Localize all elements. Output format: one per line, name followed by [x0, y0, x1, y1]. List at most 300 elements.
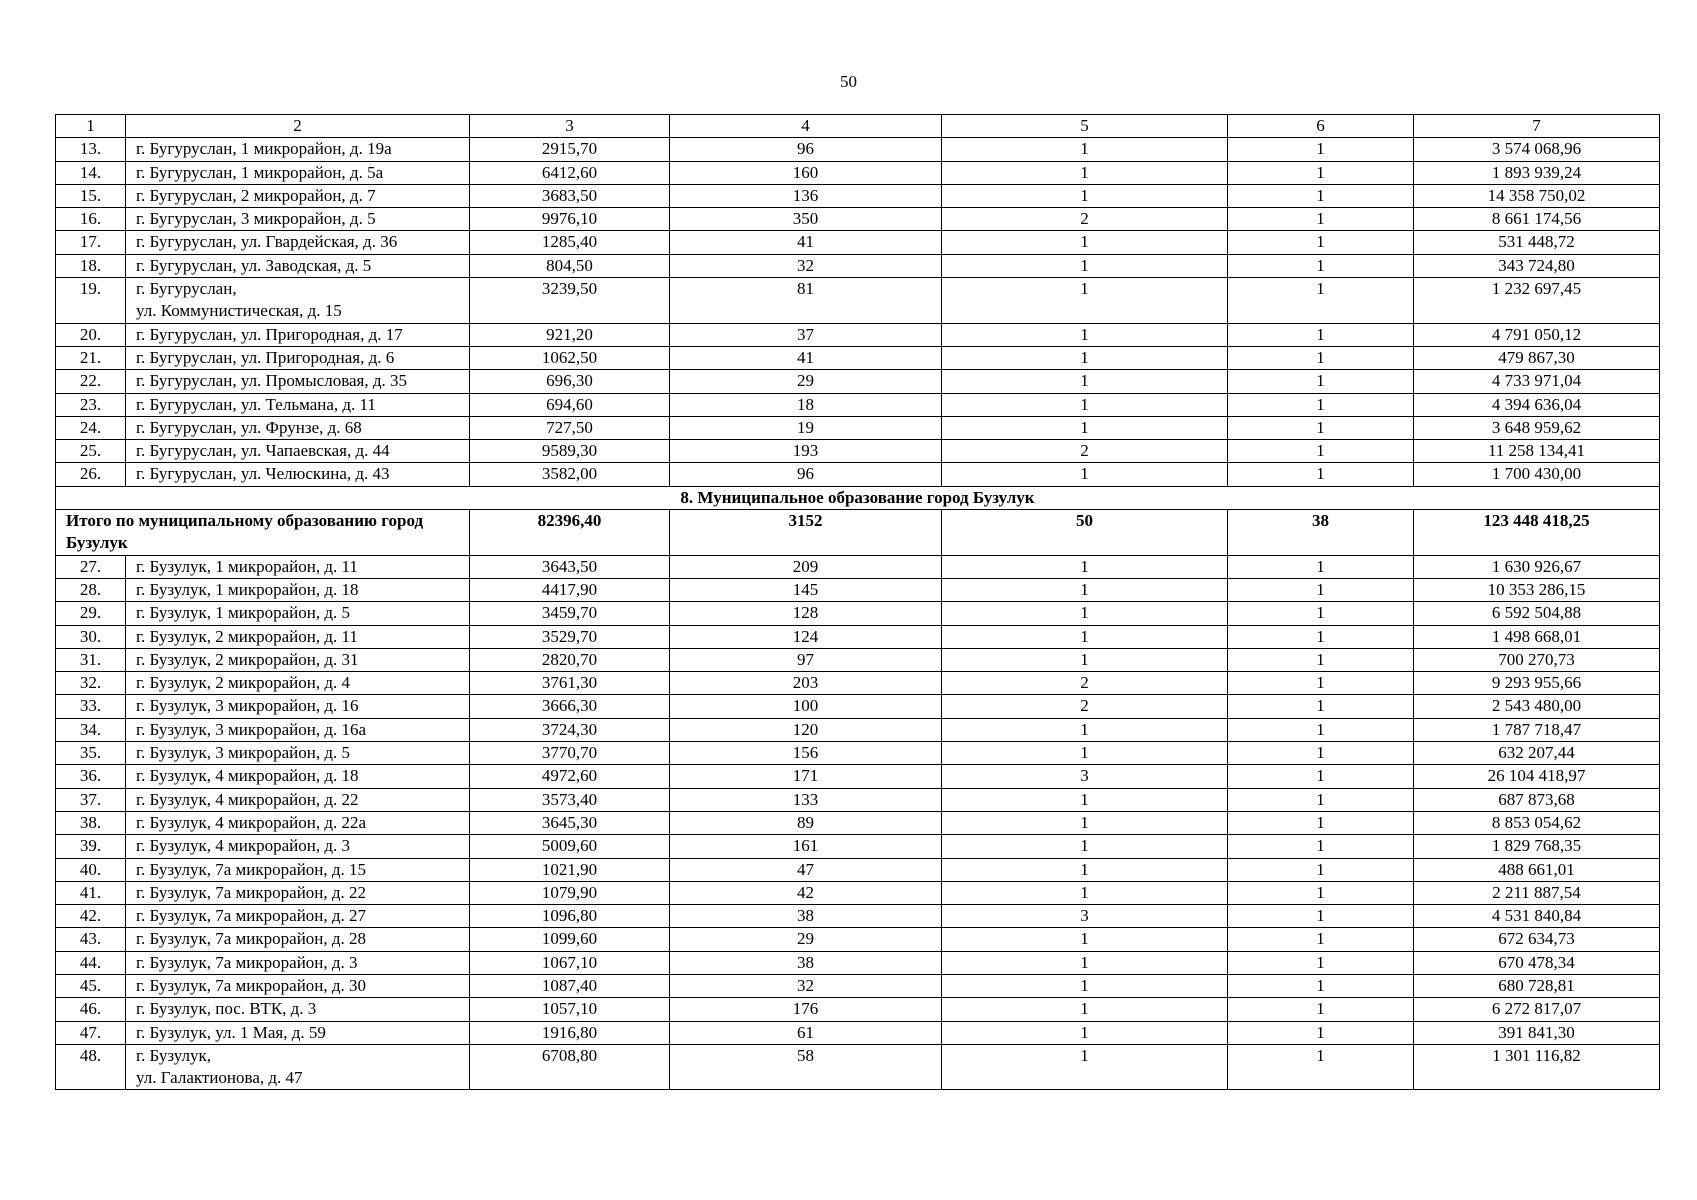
cell-row-number: 13.: [56, 138, 126, 161]
cell-area: 4972,60: [470, 765, 670, 788]
cell-col5: 1: [942, 1021, 1228, 1044]
cell-area: 5009,60: [470, 835, 670, 858]
cell-col5: 1: [942, 161, 1228, 184]
table-row: [56, 370, 1660, 393]
cell-cost: 8 853 054,62: [1414, 811, 1660, 834]
cell-row-number: 23.: [56, 393, 126, 416]
cell-area: 6708,80: [470, 1044, 670, 1090]
cell-residents: 120: [670, 718, 942, 741]
table-row: [56, 811, 1660, 834]
cell-col5: 1: [942, 718, 1228, 741]
cell-col5: 1: [942, 858, 1228, 881]
table-row: [56, 416, 1660, 439]
table-row: [56, 625, 1660, 648]
table-row: [56, 602, 1660, 625]
cell-row-number: 43.: [56, 928, 126, 951]
cell-area: 1067,10: [470, 951, 670, 974]
cell-cost: 670 478,34: [1414, 951, 1660, 974]
cell-row-number: 34.: [56, 718, 126, 741]
cell-address: г. Бузулук, ул. Галактионова, д. 47: [126, 1044, 470, 1090]
cell-row-number: 27.: [56, 555, 126, 578]
table-row: [56, 161, 1660, 184]
cell-area: 3666,30: [470, 695, 670, 718]
cell-cost: 1 829 768,35: [1414, 835, 1660, 858]
cell-cost: 632 207,44: [1414, 742, 1660, 765]
cell-cost: 2 211 887,54: [1414, 881, 1660, 904]
cell-col6: 1: [1228, 416, 1414, 439]
cell-col6: 1: [1228, 998, 1414, 1021]
cell-address: г. Бугуруслан, 3 микрорайон, д. 5: [126, 208, 470, 231]
cell-cost: 1 498 668,01: [1414, 625, 1660, 648]
cell-cost: 391 841,30: [1414, 1021, 1660, 1044]
table-row: [56, 346, 1660, 369]
cell-residents: 47: [670, 858, 942, 881]
cell-area: 921,20: [470, 323, 670, 346]
cell-row-number: 38.: [56, 811, 126, 834]
cell-cost: 687 873,68: [1414, 788, 1660, 811]
table-row: [56, 905, 1660, 928]
cell-residents: 58: [670, 1044, 942, 1090]
cell-address: г. Бугуруслан, ул. Фрунзе, д. 68: [126, 416, 470, 439]
cell-col6: 1: [1228, 835, 1414, 858]
table-row: [56, 928, 1660, 951]
cell-col5: 2: [942, 672, 1228, 695]
cell-area: 694,60: [470, 393, 670, 416]
cell-area: 2915,70: [470, 138, 670, 161]
cell-area: 3529,70: [470, 625, 670, 648]
cell-col5: 1: [942, 788, 1228, 811]
cell-residents: 38: [670, 951, 942, 974]
header-cell: 7: [1414, 115, 1660, 138]
cell-col5: 1: [942, 463, 1228, 486]
header-cell: 1: [56, 115, 126, 138]
cell-col6: 1: [1228, 625, 1414, 648]
cell-residents: 145: [670, 578, 942, 601]
cell-cost: 1 893 939,24: [1414, 161, 1660, 184]
cell-address: г. Бугуруслан, ул. Гвардейская, д. 36: [126, 231, 470, 254]
cell-residents: 203: [670, 672, 942, 695]
cell-address: г. Бугуруслан, ул. Челюскина, д. 43: [126, 463, 470, 486]
cell-area: 3643,50: [470, 555, 670, 578]
cell-col6: 1: [1228, 788, 1414, 811]
cell-area: 2820,70: [470, 648, 670, 671]
cell-col6: 1: [1228, 881, 1414, 904]
table-row: [56, 463, 1660, 486]
cell-area: 1062,50: [470, 346, 670, 369]
cell-residents: 89: [670, 811, 942, 834]
cell-col6: 1: [1228, 440, 1414, 463]
cell-row-number: 24.: [56, 416, 126, 439]
cell-row-number: 47.: [56, 1021, 126, 1044]
cell-residents: 136: [670, 184, 942, 207]
cell-area: 1021,90: [470, 858, 670, 881]
cell-residents: 96: [670, 138, 942, 161]
table-row: [56, 718, 1660, 741]
cell-cost: 343 724,80: [1414, 254, 1660, 277]
cell-address: г. Бузулук, ул. 1 Мая, д. 59: [126, 1021, 470, 1044]
cell-address: г. Бузулук, пос. ВТК, д. 3: [126, 998, 470, 1021]
cell-row-number: 20.: [56, 323, 126, 346]
cell-residents: 176: [670, 998, 942, 1021]
cell-row-number: 37.: [56, 788, 126, 811]
header-cell: 4: [670, 115, 942, 138]
cell-area: 804,50: [470, 254, 670, 277]
cell-cost: 531 448,72: [1414, 231, 1660, 254]
table-header-row: [56, 115, 1660, 138]
header-cell: 2: [126, 115, 470, 138]
cell-residents: 42: [670, 881, 942, 904]
cell-col6: 1: [1228, 370, 1414, 393]
cell-col5: 1: [942, 555, 1228, 578]
register-table: [55, 114, 1660, 1090]
cell-residents: 161: [670, 835, 942, 858]
cell-address: г. Бузулук, 3 микрорайон, д. 16а: [126, 718, 470, 741]
cell-residents: 32: [670, 254, 942, 277]
cell-residents: 41: [670, 346, 942, 369]
cell-col5: 1: [942, 928, 1228, 951]
table-row: [56, 208, 1660, 231]
cell-residents: 193: [670, 440, 942, 463]
cell-area: 3724,30: [470, 718, 670, 741]
cell-area: 3645,30: [470, 811, 670, 834]
total-col6: 38: [1228, 510, 1414, 556]
cell-col6: 1: [1228, 208, 1414, 231]
cell-cost: 8 661 174,56: [1414, 208, 1660, 231]
cell-cost: 4 394 636,04: [1414, 393, 1660, 416]
table-row: [56, 742, 1660, 765]
cell-col6: 1: [1228, 765, 1414, 788]
cell-col5: 1: [942, 811, 1228, 834]
cell-cost: 1 630 926,67: [1414, 555, 1660, 578]
cell-col6: 1: [1228, 346, 1414, 369]
section-title: 8. Муниципальное образование город Бузулук: [56, 486, 1660, 509]
cell-residents: 128: [670, 602, 942, 625]
cell-address: г. Бугуруслан, ул. Пригородная, д. 6: [126, 346, 470, 369]
cell-address: г. Бугуруслан, 1 микрорайон, д. 19а: [126, 138, 470, 161]
cell-area: 727,50: [470, 416, 670, 439]
cell-area: 1916,80: [470, 1021, 670, 1044]
cell-col6: 1: [1228, 323, 1414, 346]
table-row: [56, 138, 1660, 161]
cell-address: г. Бугуруслан, ул. Тельмана, д. 11: [126, 393, 470, 416]
cell-cost: 6 592 504,88: [1414, 602, 1660, 625]
cell-row-number: 33.: [56, 695, 126, 718]
rows-buguruslan: [56, 138, 1660, 486]
total-row: [56, 510, 1660, 556]
cell-address: г. Бугуруслан, ул. Пригородная, д. 17: [126, 323, 470, 346]
cell-cost: 4 733 971,04: [1414, 370, 1660, 393]
cell-area: 3683,50: [470, 184, 670, 207]
cell-col5: 2: [942, 208, 1228, 231]
page-number: 50: [840, 72, 857, 91]
cell-address: г. Бузулук, 7а микрорайон, д. 3: [126, 951, 470, 974]
cell-residents: 209: [670, 555, 942, 578]
cell-row-number: 17.: [56, 231, 126, 254]
table-row: [56, 323, 1660, 346]
cell-col5: 1: [942, 742, 1228, 765]
cell-row-number: 26.: [56, 463, 126, 486]
cell-cost: 3 574 068,96: [1414, 138, 1660, 161]
cell-address: г. Бугуруслан, ул. Чапаевская, д. 44: [126, 440, 470, 463]
cell-residents: 171: [670, 765, 942, 788]
cell-cost: 6 272 817,07: [1414, 998, 1660, 1021]
cell-row-number: 31.: [56, 648, 126, 671]
cell-address: г. Бузулук, 7а микрорайон, д. 30: [126, 974, 470, 997]
cell-col5: 1: [942, 648, 1228, 671]
cell-residents: 160: [670, 161, 942, 184]
cell-col5: 1: [942, 951, 1228, 974]
table-row: [56, 672, 1660, 695]
cell-cost: 4 791 050,12: [1414, 323, 1660, 346]
cell-cost: 4 531 840,84: [1414, 905, 1660, 928]
table-row: [56, 951, 1660, 974]
cell-row-number: 15.: [56, 184, 126, 207]
table-row: [56, 648, 1660, 671]
cell-col5: 1: [942, 393, 1228, 416]
cell-area: 3573,40: [470, 788, 670, 811]
cell-col5: 1: [942, 578, 1228, 601]
cell-cost: 26 104 418,97: [1414, 765, 1660, 788]
cell-address: г. Бузулук, 2 микрорайон, д. 31: [126, 648, 470, 671]
total-residents: 3152: [670, 510, 942, 556]
table-row: [56, 393, 1660, 416]
cell-area: 3459,70: [470, 602, 670, 625]
cell-address: г. Бугуруслан, 2 микрорайон, д. 7: [126, 184, 470, 207]
cell-area: 1096,80: [470, 905, 670, 928]
cell-col5: 1: [942, 278, 1228, 324]
cell-area: 6412,60: [470, 161, 670, 184]
cell-area: 1057,10: [470, 998, 670, 1021]
table-row: [56, 231, 1660, 254]
cell-address: г. Бугуруслан, ул. Заводская, д. 5: [126, 254, 470, 277]
cell-address: г. Бузулук, 3 микрорайон, д. 16: [126, 695, 470, 718]
cell-row-number: 41.: [56, 881, 126, 904]
cell-col5: 1: [942, 625, 1228, 648]
cell-col6: 1: [1228, 578, 1414, 601]
table-row: [56, 440, 1660, 463]
rows-buzuluk: [56, 555, 1660, 1090]
table-row: [56, 858, 1660, 881]
cell-residents: 37: [670, 323, 942, 346]
cell-cost: 1 787 718,47: [1414, 718, 1660, 741]
cell-residents: 29: [670, 928, 942, 951]
cell-col6: 1: [1228, 905, 1414, 928]
cell-col6: 1: [1228, 138, 1414, 161]
cell-residents: 38: [670, 905, 942, 928]
cell-col5: 1: [942, 346, 1228, 369]
cell-address: г. Бузулук, 4 микрорайон, д. 22а: [126, 811, 470, 834]
cell-area: 1099,60: [470, 928, 670, 951]
total-label: Итого по муниципальному образованию город Бузулук: [56, 510, 470, 556]
header-cell: 5: [942, 115, 1228, 138]
cell-residents: 133: [670, 788, 942, 811]
cell-col5: 1: [942, 974, 1228, 997]
cell-cost: 10 353 286,15: [1414, 578, 1660, 601]
cell-col6: 1: [1228, 254, 1414, 277]
cell-area: 1087,40: [470, 974, 670, 997]
cell-col6: 1: [1228, 928, 1414, 951]
cell-residents: 100: [670, 695, 942, 718]
cell-row-number: 28.: [56, 578, 126, 601]
cell-area: 9589,30: [470, 440, 670, 463]
cell-cost: 672 634,73: [1414, 928, 1660, 951]
table-row: [56, 1021, 1660, 1044]
cell-col6: 1: [1228, 858, 1414, 881]
cell-area: 3770,70: [470, 742, 670, 765]
cell-area: 3239,50: [470, 278, 670, 324]
cell-residents: 19: [670, 416, 942, 439]
cell-address: г. Бузулук, 7а микрорайон, д. 15: [126, 858, 470, 881]
cell-row-number: 21.: [56, 346, 126, 369]
table-row: [56, 278, 1660, 324]
cell-cost: 9 293 955,66: [1414, 672, 1660, 695]
cell-address: г. Бузулук, 4 микрорайон, д. 3: [126, 835, 470, 858]
cell-col6: 1: [1228, 463, 1414, 486]
cell-address: г. Бузулук, 1 микрорайон, д. 18: [126, 578, 470, 601]
cell-col6: 1: [1228, 695, 1414, 718]
cell-row-number: 14.: [56, 161, 126, 184]
cell-row-number: 48.: [56, 1044, 126, 1090]
cell-area: 1079,90: [470, 881, 670, 904]
cell-residents: 18: [670, 393, 942, 416]
cell-col5: 1: [942, 138, 1228, 161]
cell-col6: 1: [1228, 974, 1414, 997]
cell-address: г. Бузулук, 2 микрорайон, д. 4: [126, 672, 470, 695]
cell-address: г. Бузулук, 7а микрорайон, д. 28: [126, 928, 470, 951]
cell-area: 3761,30: [470, 672, 670, 695]
cell-col5: 1: [942, 835, 1228, 858]
header-cell: 6: [1228, 115, 1414, 138]
cell-cost: 11 258 134,41: [1414, 440, 1660, 463]
table-row: [56, 765, 1660, 788]
cell-col5: 2: [942, 440, 1228, 463]
table-row: [56, 254, 1660, 277]
cell-col6: 1: [1228, 1021, 1414, 1044]
cell-area: 1285,40: [470, 231, 670, 254]
cell-col6: 1: [1228, 648, 1414, 671]
table-row: [56, 1044, 1660, 1090]
cell-row-number: 25.: [56, 440, 126, 463]
cell-cost: 1 301 116,82: [1414, 1044, 1660, 1090]
cell-cost: 3 648 959,62: [1414, 416, 1660, 439]
cell-row-number: 42.: [56, 905, 126, 928]
cell-row-number: 22.: [56, 370, 126, 393]
cell-cost: 2 543 480,00: [1414, 695, 1660, 718]
cell-col5: 1: [942, 370, 1228, 393]
table-row: [56, 881, 1660, 904]
table-row: [56, 835, 1660, 858]
cell-row-number: 40.: [56, 858, 126, 881]
cell-address: г. Бугуруслан, ул. Промысловая, д. 35: [126, 370, 470, 393]
total-cost: 123 448 418,25: [1414, 510, 1660, 556]
cell-col6: 1: [1228, 811, 1414, 834]
cell-col6: 1: [1228, 742, 1414, 765]
cell-residents: 29: [670, 370, 942, 393]
cell-address: г. Бузулук, 4 микрорайон, д. 22: [126, 788, 470, 811]
cell-cost: 1 700 430,00: [1414, 463, 1660, 486]
cell-cost: 14 358 750,02: [1414, 184, 1660, 207]
cell-residents: 156: [670, 742, 942, 765]
cell-col6: 1: [1228, 278, 1414, 324]
cell-row-number: 46.: [56, 998, 126, 1021]
cell-row-number: 39.: [56, 835, 126, 858]
cell-col5: 1: [942, 1044, 1228, 1090]
cell-col6: 1: [1228, 161, 1414, 184]
cell-col6: 1: [1228, 555, 1414, 578]
cell-row-number: 18.: [56, 254, 126, 277]
cell-residents: 81: [670, 278, 942, 324]
cell-row-number: 32.: [56, 672, 126, 695]
cell-col5: 3: [942, 905, 1228, 928]
table-row: [56, 695, 1660, 718]
table-row: [56, 184, 1660, 207]
table-row: [56, 998, 1660, 1021]
cell-address: г. Бугуруслан, ул. Коммунистическая, д. 15: [126, 278, 470, 324]
table-row: [56, 578, 1660, 601]
cell-row-number: 19.: [56, 278, 126, 324]
cell-address: г. Бузулук, 2 микрорайон, д. 11: [126, 625, 470, 648]
cell-col6: 1: [1228, 951, 1414, 974]
total-area: 82396,40: [470, 510, 670, 556]
cell-address: г. Бузулук, 1 микрорайон, д. 5: [126, 602, 470, 625]
cell-cost: 680 728,81: [1414, 974, 1660, 997]
cell-cost: 1 232 697,45: [1414, 278, 1660, 324]
cell-row-number: 29.: [56, 602, 126, 625]
cell-residents: 350: [670, 208, 942, 231]
cell-area: 9976,10: [470, 208, 670, 231]
cell-row-number: 35.: [56, 742, 126, 765]
cell-address: г. Бузулук, 7а микрорайон, д. 22: [126, 881, 470, 904]
cell-col5: 2: [942, 695, 1228, 718]
cell-address: г. Бузулук, 7а микрорайон, д. 27: [126, 905, 470, 928]
cell-address: г. Бузулук, 3 микрорайон, д. 5: [126, 742, 470, 765]
cell-cost: 700 270,73: [1414, 648, 1660, 671]
cell-address: г. Бугуруслан, 1 микрорайон, д. 5а: [126, 161, 470, 184]
cell-residents: 32: [670, 974, 942, 997]
cell-col6: 1: [1228, 393, 1414, 416]
cell-residents: 96: [670, 463, 942, 486]
cell-row-number: 45.: [56, 974, 126, 997]
cell-col5: 3: [942, 765, 1228, 788]
cell-col5: 1: [942, 323, 1228, 346]
cell-col6: 1: [1228, 718, 1414, 741]
cell-col5: 1: [942, 998, 1228, 1021]
cell-col6: 1: [1228, 602, 1414, 625]
cell-address: г. Бузулук, 1 микрорайон, д. 11: [126, 555, 470, 578]
cell-col5: 1: [942, 881, 1228, 904]
cell-col6: 1: [1228, 231, 1414, 254]
cell-col6: 1: [1228, 1044, 1414, 1090]
cell-col5: 1: [942, 602, 1228, 625]
cell-residents: 97: [670, 648, 942, 671]
cell-row-number: 30.: [56, 625, 126, 648]
cell-cost: 488 661,01: [1414, 858, 1660, 881]
cell-col6: 1: [1228, 184, 1414, 207]
cell-residents: 124: [670, 625, 942, 648]
cell-area: 4417,90: [470, 578, 670, 601]
cell-area: 3582,00: [470, 463, 670, 486]
cell-row-number: 36.: [56, 765, 126, 788]
cell-col5: 1: [942, 231, 1228, 254]
cell-address: г. Бузулук, 4 микрорайон, д. 18: [126, 765, 470, 788]
cell-residents: 41: [670, 231, 942, 254]
cell-row-number: 44.: [56, 951, 126, 974]
section-row: [56, 486, 1660, 509]
cell-col5: 1: [942, 184, 1228, 207]
table-row: [56, 788, 1660, 811]
table-row: [56, 974, 1660, 997]
header-cell: 3: [470, 115, 670, 138]
